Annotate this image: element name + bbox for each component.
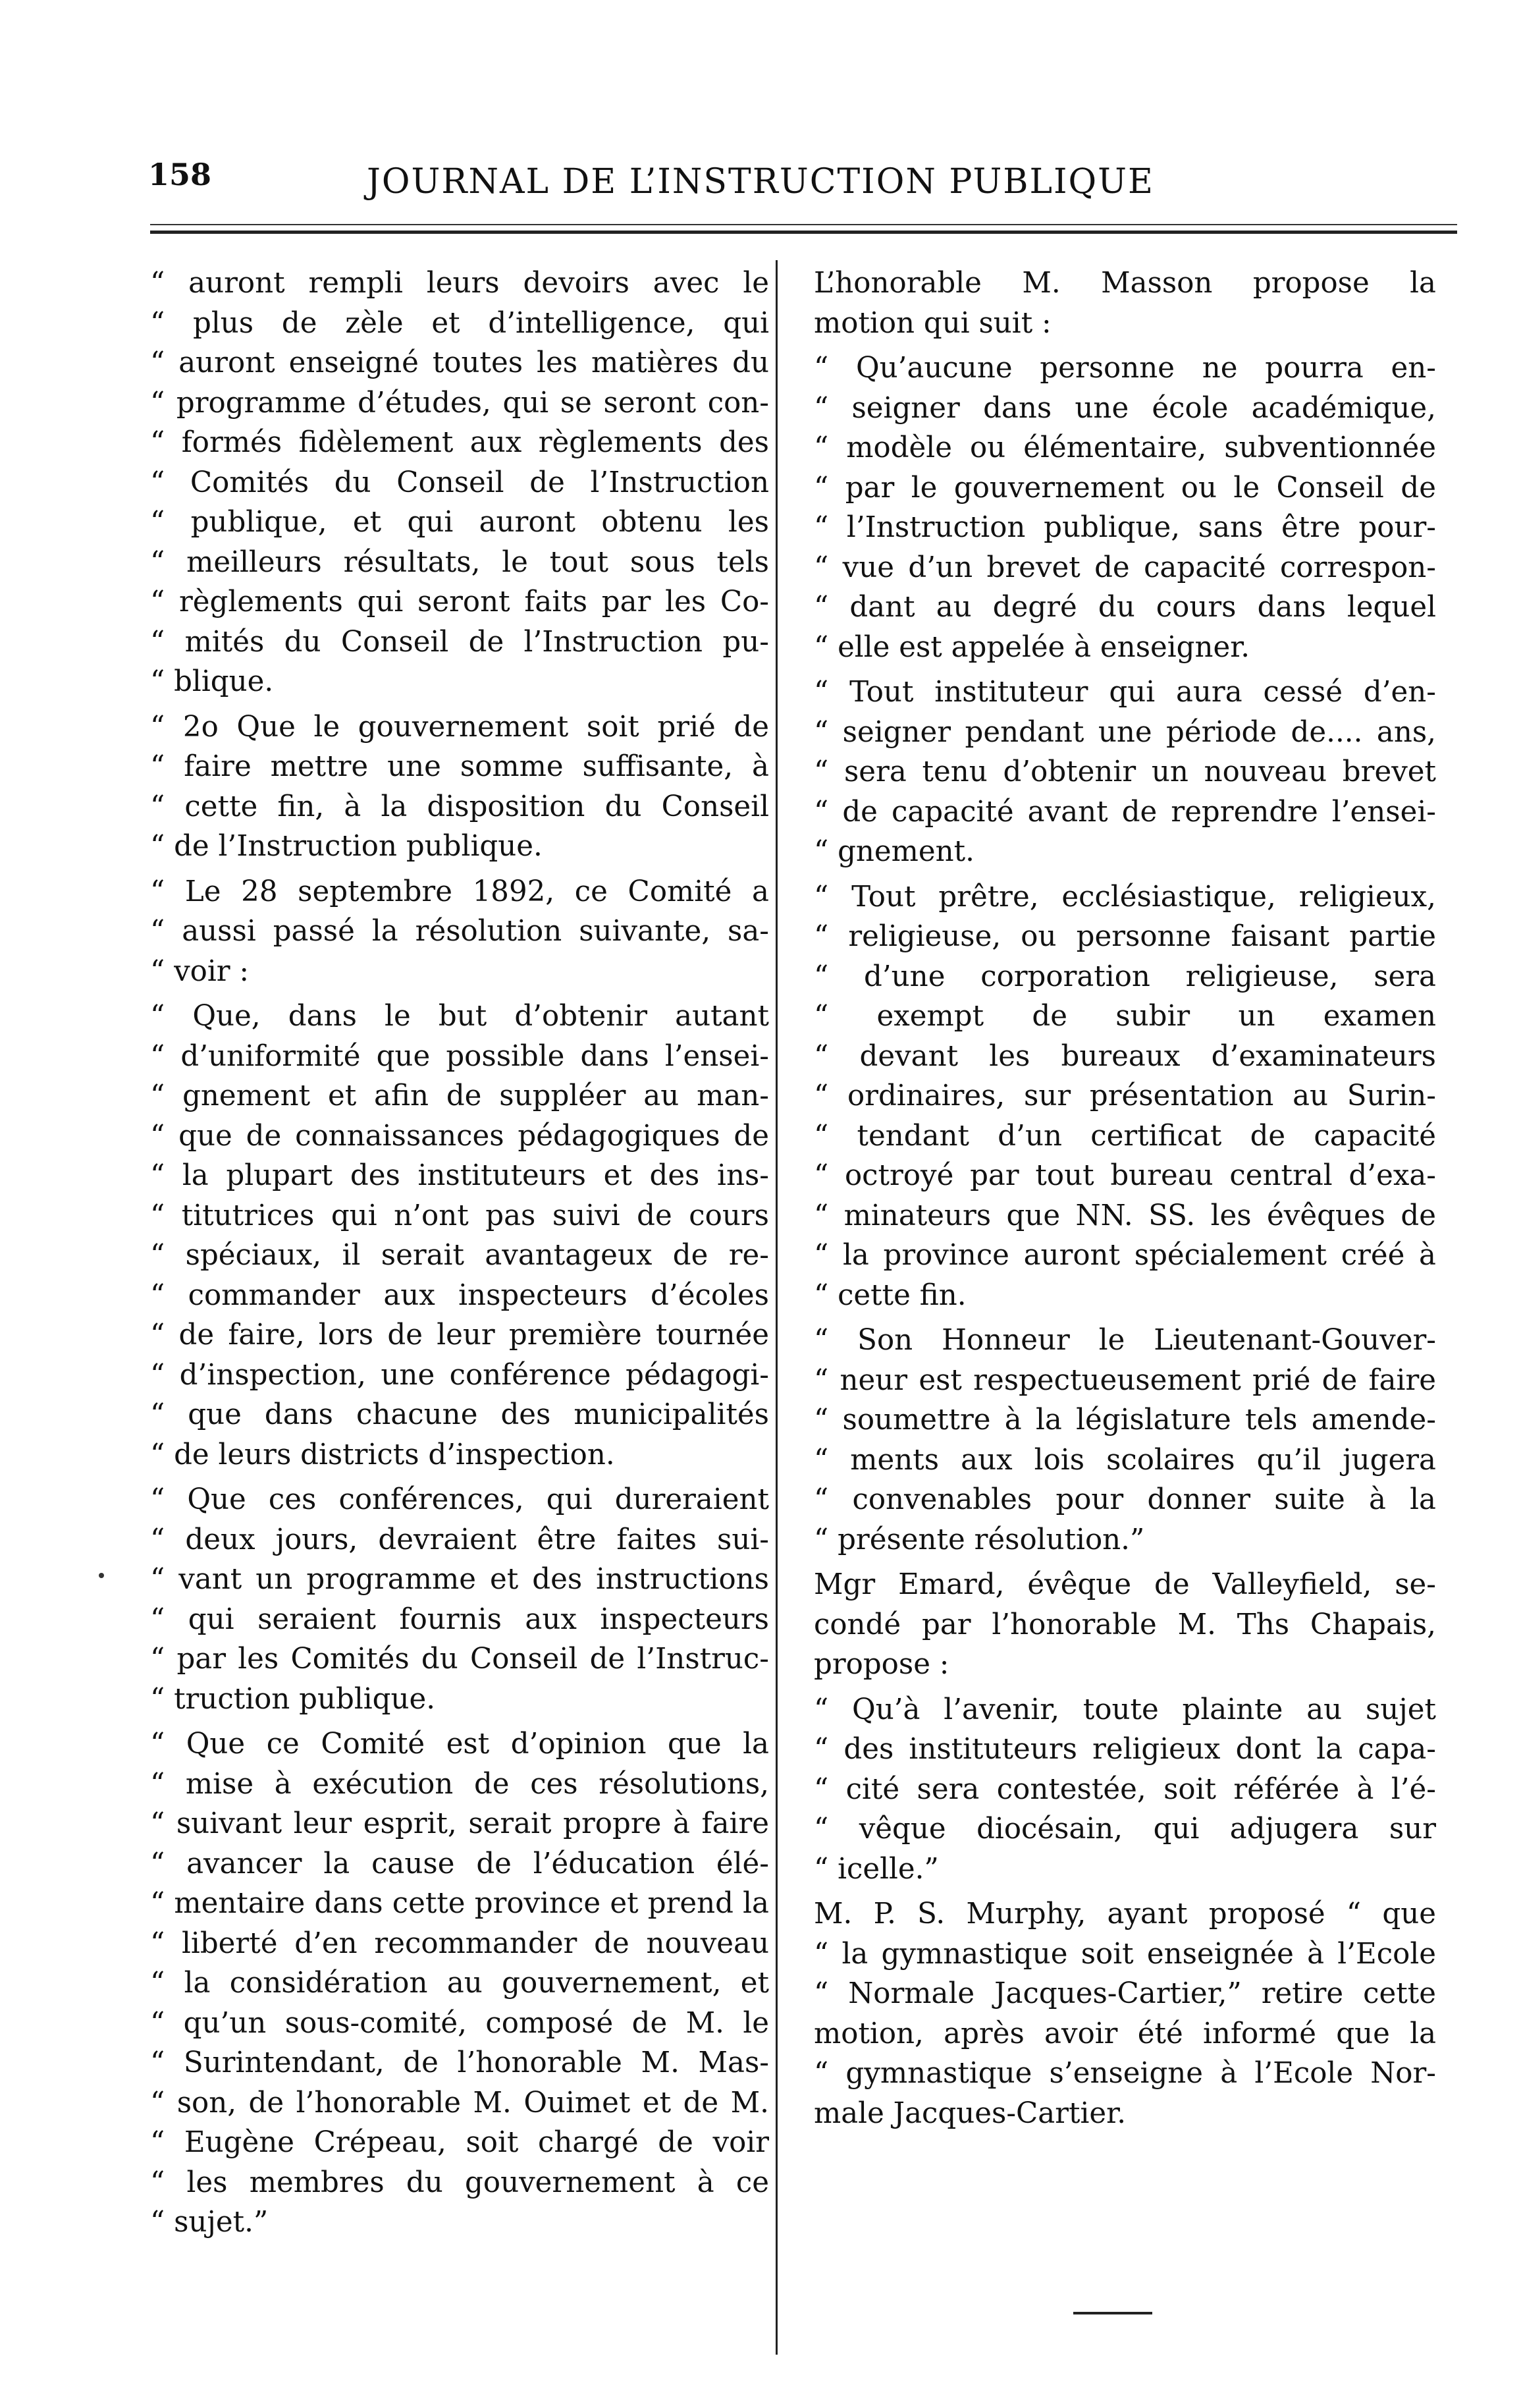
text-line: “ tendant d’un certificat de capacité xyxy=(814,1119,1436,1153)
text-line: “ Que ce Comité est d’opinion que la xyxy=(150,1728,769,1761)
paragraph xyxy=(814,348,1436,667)
text-line: “ mise à exécution de ces résolutions, xyxy=(150,1767,769,1801)
text-line: “ de leurs districts d’inspection. xyxy=(150,1438,615,1471)
text-line: “ plus de zèle et d’intelligence, qui xyxy=(150,306,769,340)
text-line: “ Son Honneur le Lieutenant-Gouver- xyxy=(814,1324,1436,1357)
text-line: “ ordinaires, sur présentation au Surin- xyxy=(814,1080,1436,1112)
text-line: “ truction publique. xyxy=(150,1682,436,1716)
paragraph xyxy=(814,263,1436,343)
text-line: “ faire mettre une somme suffisante, à xyxy=(150,750,769,783)
header-rule-thin xyxy=(150,224,1457,225)
text-line: “ ments aux lois scolaires qu’il jugera xyxy=(814,1443,1436,1477)
text-line: “ seigner pendant une période de.... ans, xyxy=(814,715,1436,749)
paragraph xyxy=(150,263,769,702)
text-line: “ avancer la cause de l’éducation élé- xyxy=(150,1847,769,1880)
text-line: “ vêque diocésain, qui adjugera sur xyxy=(814,1813,1436,1846)
paragraph xyxy=(150,872,769,992)
text-line: “ spéciaux, il serait avantageux de re- xyxy=(150,1239,769,1272)
text-line: “ gnement. xyxy=(814,835,974,868)
text-line: “ religieuse, ou personne faisant partie xyxy=(814,920,1436,953)
text-line: “ mités du Conseil de l’Instruction pu- xyxy=(150,625,769,659)
paragraph xyxy=(150,997,769,1475)
text-line: “ suivant leur esprit, serait propre à faire xyxy=(150,1807,769,1840)
text-line: “ d’une corporation religieuse, sera xyxy=(814,960,1436,993)
text-line: “ Que, dans le but d’obtenir autant xyxy=(150,1000,769,1033)
paragraph xyxy=(150,1724,769,2243)
text-line: “ modèle ou élémentaire, subventionnée xyxy=(814,431,1436,464)
text-line: “ convenables pour donner suite à la xyxy=(814,1483,1436,1516)
text-line: “ cité sera contestée, soit référée à l’é- xyxy=(814,1772,1436,1806)
text-line: “ devant les bureaux d’examinateurs xyxy=(814,1039,1436,1073)
text-line: “ seigner dans une école académique, xyxy=(814,391,1436,425)
text-line: “ de l’Instruction publique. xyxy=(150,830,543,863)
text-line: “ Tout prêtre, ecclésiastique, religieux, xyxy=(814,880,1436,914)
text-line: “ voir : xyxy=(150,954,250,988)
text-line: “ Normale Jacques-Cartier,” retire cette xyxy=(814,1977,1436,2010)
text-line: “ titutrices qui n’ont pas suivi de cours xyxy=(150,1199,769,1232)
text-line: “ qui seraient fournis aux inspecteurs xyxy=(150,1602,769,1636)
text-line: “ formés fidèlement aux règlements des xyxy=(150,426,769,459)
text-line: “ sujet.” xyxy=(150,2206,269,2239)
text-line: “ minateurs que NN. SS. les évêques de xyxy=(814,1199,1436,1232)
running-header-title: JOURNAL DE L’INSTRUCTION PUBLIQUE xyxy=(367,162,1154,202)
text-line: “ Le 28 septembre 1892, ce Comité a xyxy=(150,875,769,908)
text-line: “ publique, et qui auront obtenu les xyxy=(150,506,769,539)
paragraph xyxy=(814,1565,1436,1685)
text-line: “ blique. xyxy=(150,665,274,698)
left-column xyxy=(150,263,769,2248)
text-line: “ règlements qui seront faits par les Co- xyxy=(150,586,769,618)
text-line: “ mentaire dans cette province et prend la xyxy=(150,1887,769,1920)
text-line: “ Qu’aucune personne ne pourra en- xyxy=(814,352,1436,385)
header-rule-thick xyxy=(150,231,1457,234)
text-line: M. P. S. Murphy, ayant proposé “ que xyxy=(814,1898,1436,1930)
text-line: “ la plupart des instituteurs et des ins- xyxy=(150,1159,769,1192)
paragraph xyxy=(814,1894,1436,2133)
text-line: “ qu’un sous-comité, composé de M. le xyxy=(150,2006,769,2040)
text-line: “ meilleurs résultats, le tout sous tels xyxy=(150,545,769,579)
text-line: “ par le gouvernement ou le Conseil de xyxy=(814,471,1436,505)
text-line: “ de capacité avant de reprendre l’ensei- xyxy=(814,795,1436,829)
text-line: “ les membres du gouvernement à ce xyxy=(150,2166,769,2199)
paragraph xyxy=(814,1321,1436,1560)
text-line: L’honorable M. Masson propose la xyxy=(814,267,1436,300)
text-line: “ la gymnastique soit enseignée à l’Ecole xyxy=(814,1937,1436,1971)
text-line: “ aussi passé la résolution suivante, sa- xyxy=(150,915,769,948)
text-line: “ vue d’un brevet de capacité correspon- xyxy=(814,551,1436,584)
text-line: “ commander aux inspecteurs d’écoles xyxy=(150,1278,769,1312)
text-line: “ la considération au gouvernement, et xyxy=(150,1967,769,2000)
text-line: “ Tout instituteur qui aura cessé d’en- xyxy=(814,676,1436,709)
paragraph xyxy=(150,1480,769,1719)
margin-speck xyxy=(99,1573,104,1578)
text-line: “ soumettre à la législature tels amende- xyxy=(814,1404,1436,1437)
text-line: male Jacques-Cartier. xyxy=(814,2096,1127,2130)
text-line: Mgr Emard, évêque de Valleyfield, se- xyxy=(814,1568,1436,1601)
text-line: “ par les Comités du Conseil de l’Instruc- xyxy=(150,1643,769,1676)
text-line: motion qui suit : xyxy=(814,306,1052,340)
text-line: “ auront rempli leurs devoirs avec le xyxy=(150,267,769,300)
text-line: “ d’uniformité que possible dans l’ensei- xyxy=(150,1039,769,1073)
text-line: “ Qu’à l’avenir, toute plainte au sujet xyxy=(814,1693,1436,1726)
right-column xyxy=(814,263,1436,2139)
text-line: “ gymnastique s’enseigne à l’Ecole Nor- xyxy=(814,2057,1436,2090)
text-line: propose : xyxy=(814,1648,949,1681)
text-line: “ exempt de subir un examen xyxy=(814,1000,1436,1033)
text-line: “ icelle.” xyxy=(814,1852,939,1886)
column-divider xyxy=(776,260,778,2355)
text-line: “ son, de l’honorable M. Ouimet et de M. xyxy=(150,2086,769,2120)
text-line: “ Surintendant, de l’honorable M. Mas- xyxy=(150,2046,769,2079)
text-line: “ que de connaissances pédagogiques de xyxy=(150,1119,769,1153)
text-line: “ des instituteurs religieux dont la capa- xyxy=(814,1733,1436,1766)
text-line: “ gnement et afin de suppléer au man- xyxy=(150,1080,769,1112)
text-line: “ d’inspection, une conférence pédagogi- xyxy=(150,1358,769,1392)
text-line: “ la province auront spécialement créé à xyxy=(814,1239,1436,1272)
text-line: “ octroyé par tout bureau central d’exa- xyxy=(814,1159,1436,1192)
text-line: “ présente résolution.” xyxy=(814,1523,1145,1556)
text-line: “ deux jours, devraient être faites sui- xyxy=(150,1523,769,1556)
text-line: “ Eugène Crépeau, soit chargé de voir xyxy=(150,2126,769,2159)
text-line: “ neur est respectueusement prié de faire xyxy=(814,1363,1436,1397)
closing-dash xyxy=(1073,2312,1152,2314)
text-line: “ 2o Que le gouvernement soit prié de xyxy=(150,710,769,744)
text-line: motion, après avoir été informé que la xyxy=(814,2017,1436,2050)
text-line: “ programme d’études, qui se seront con- xyxy=(150,386,769,420)
text-line: “ vant un programme et des instructions xyxy=(150,1563,769,1596)
text-line: “ que dans chacune des municipalités xyxy=(150,1398,769,1431)
text-line: condé par l’honorable M. Ths Chapais, xyxy=(814,1608,1436,1641)
text-line: “ liberté d’en recommander de nouveau xyxy=(150,1927,769,1960)
text-line: “ Comités du Conseil de l’Instruction xyxy=(150,466,769,499)
text-line: “ de faire, lors de leur première tournée xyxy=(150,1319,769,1352)
text-line: “ sera tenu d’obtenir un nouveau brevet xyxy=(814,755,1436,788)
paragraph xyxy=(150,707,769,867)
text-line: “ cette fin. xyxy=(814,1278,967,1312)
paragraph xyxy=(814,1690,1436,1890)
paragraph xyxy=(814,877,1436,1316)
text-line: “ auront enseigné toutes les matières du xyxy=(150,346,769,379)
page-number: 158 xyxy=(148,157,212,192)
text-line: “ cette fin, à la disposition du Conseil xyxy=(150,790,769,823)
text-line: “ Que ces conférences, qui dureraient xyxy=(150,1483,769,1516)
text-line: “ l’Instruction publique, sans être pour- xyxy=(814,511,1436,544)
paragraph xyxy=(814,672,1436,872)
text-line: “ dant au degré du cours dans lequel xyxy=(814,591,1436,624)
text-line: “ elle est appelée à enseigner. xyxy=(814,630,1250,664)
